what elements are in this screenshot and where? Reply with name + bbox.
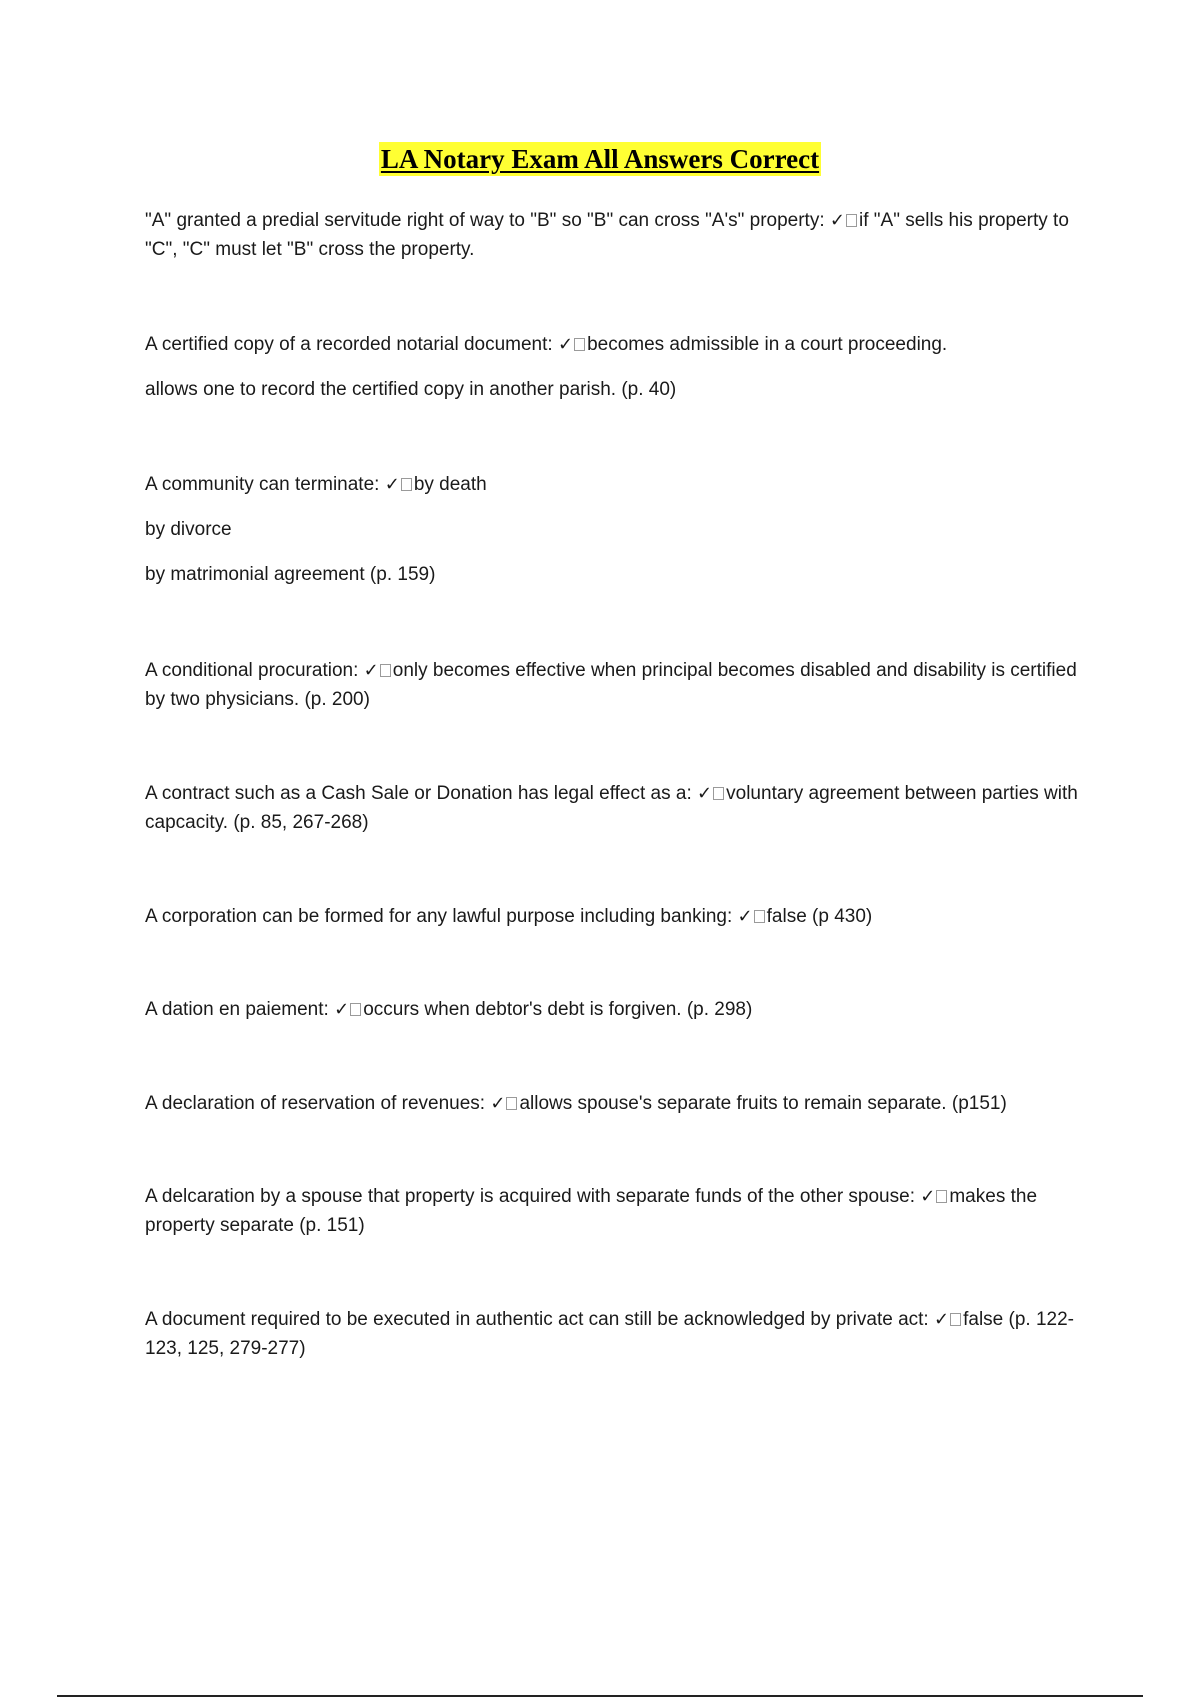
question-text: A delcaration by a spouse that property is acquired with separate funds of the other spouse: (145, 1186, 915, 1207)
checkbox-glyph-icon (574, 338, 585, 351)
answer-text: occurs when debtor's debt is forgiven. (p. 298) (363, 999, 753, 1020)
checkmark-icon: ✓ (737, 906, 753, 927)
answer-text: makes the property separate (p. 151) (145, 1186, 1038, 1236)
qa-item (145, 1305, 1080, 1363)
qa-item (145, 902, 1080, 931)
question-text: A contract such as a Cash Sale or Donation has legal effect as a: (145, 783, 692, 804)
checkbox-glyph-icon (846, 214, 857, 227)
checkbox-glyph-icon (950, 1313, 961, 1326)
checkmark-icon: ✓ (334, 999, 350, 1020)
answer-text: voluntary agreement between parties with capcacity. (p. 85, 267-268) (145, 783, 1078, 833)
checkbox-glyph-icon (401, 478, 412, 491)
question-text: "A" granted a predial servitude right of way to "B" so "B" can cross "A's" property: (145, 210, 825, 231)
checkbox-glyph-icon (936, 1190, 947, 1203)
checkbox-glyph-icon (380, 664, 391, 677)
checkmark-icon: ✓ (920, 1186, 936, 1207)
qa-item (145, 656, 1080, 714)
answer-extra-line: by matrimonial agreement (p. 159) (145, 564, 436, 585)
title-wrap (0, 142, 1200, 176)
question-text: A document required to be executed in authentic act can still be acknowledged by private act: (145, 1309, 929, 1330)
qa-item (145, 330, 1080, 404)
qa-main (145, 330, 1080, 359)
qa-main (145, 995, 1080, 1024)
checkbox-glyph-icon (713, 787, 724, 800)
qa-main (145, 1089, 1080, 1118)
qa-item (145, 779, 1080, 837)
question-text: A community can terminate: (145, 474, 380, 495)
checkbox-glyph-icon (506, 1097, 517, 1110)
qa-main (145, 206, 1080, 264)
answer-text: allows spouse's separate fruits to remain separate. (p151) (519, 1093, 1007, 1114)
qa-main (145, 470, 1080, 499)
qa-main (145, 1305, 1080, 1363)
answer-text: only becomes effective when principal becomes disabled and disability is certified by two physicians. (p. 200) (145, 660, 1077, 710)
checkmark-icon: ✓ (557, 334, 574, 355)
checkbox-glyph-icon (350, 1003, 361, 1016)
answer-extra-line: by divorce (145, 519, 232, 540)
question-text: A dation en paiement: (145, 999, 329, 1020)
qa-item (145, 206, 1080, 264)
qa-item (145, 470, 1080, 589)
answer-extra-line: allows one to record the certified copy in another parish. (p. 40) (145, 379, 677, 400)
checkmark-icon: ✓ (934, 1309, 950, 1330)
answer-text: if "A" sells his property to "C", "C" must let "B" cross the property. (145, 210, 1069, 260)
checkmark-icon: ✓ (490, 1093, 506, 1114)
qa-item (145, 1182, 1080, 1240)
checkmark-icon: ✓ (829, 210, 845, 231)
answer-text: false (p 430) (766, 906, 873, 927)
checkbox-glyph-icon (754, 910, 765, 923)
checkmark-icon: ✓ (384, 474, 400, 495)
qa-main (145, 779, 1080, 837)
qa-main (145, 902, 1080, 931)
answer-text: by death (413, 474, 487, 495)
checkmark-icon: ✓ (363, 660, 379, 681)
qa-item (145, 1089, 1080, 1118)
qa-main (145, 656, 1080, 714)
question-text: A conditional procuration: (145, 660, 359, 681)
answer-text: false (p. 122-123, 125, 279-277) (145, 1309, 1074, 1359)
qa-item (145, 995, 1080, 1024)
answer-text: becomes admissible in a court proceeding. (587, 334, 948, 355)
question-text: A certified copy of a recorded notarial document: (145, 334, 553, 355)
footer-rule (57, 1695, 1143, 1697)
checkmark-icon: ✓ (697, 783, 713, 804)
document-title: LA Notary Exam All Answers Correct (380, 144, 820, 174)
qa-main (145, 1182, 1080, 1240)
question-text: A declaration of reservation of revenues: (145, 1093, 486, 1114)
question-text: A corporation can be formed for any lawful purpose including banking: (145, 906, 733, 927)
